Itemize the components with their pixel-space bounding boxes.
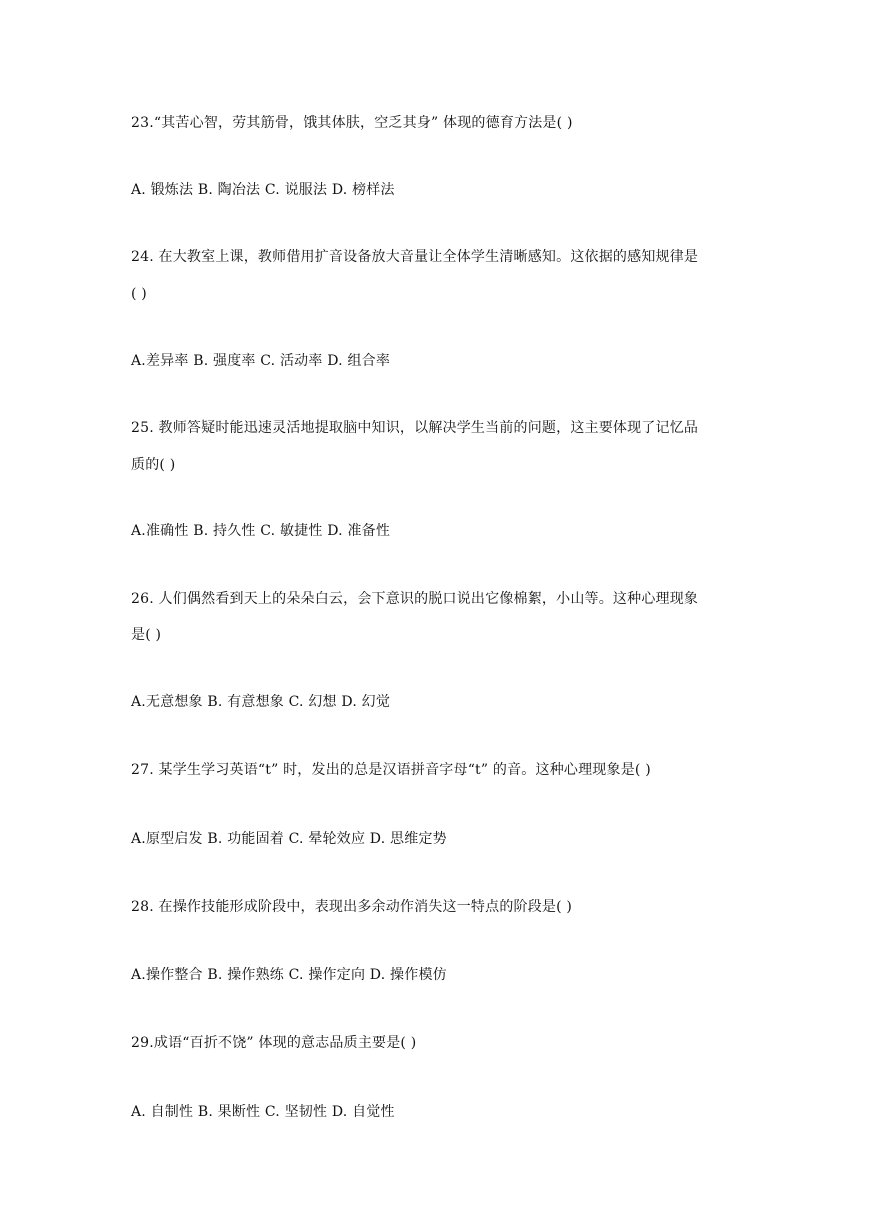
question-23-stem: 23.“其苦心智，劳其筋骨，饿其体肤，空乏其身” 体现的德育方法是( ): [131, 115, 573, 131]
question-23-options: A. 锻炼法 B. 陶冶法 C. 说服法 D. 榜样法: [131, 182, 395, 198]
question-27-stem: 27. 某学生学习英语“t” 时，发出的总是汉语拼音字母“t” 的音。这种心理现象是( ): [131, 762, 651, 778]
question-27-options: A.原型启发 B. 功能固着 C. 晕轮效应 D. 思维定势: [131, 831, 447, 847]
question-29-options: A. 自制性 B. 果断性 C. 坚韧性 D. 自觉性: [131, 1104, 395, 1120]
question-28-options: A.操作整合 B. 操作熟练 C. 操作定向 D. 操作模仿: [131, 967, 447, 983]
question-25-stem-continued: 质的( ): [131, 457, 176, 473]
question-24-stem-continued: ( ): [131, 286, 147, 302]
question-26-stem-continued: 是( ): [131, 627, 162, 643]
question-28-stem: 28. 在操作技能形成阶段中，表现出多余动作消失这一特点的阶段是( ): [131, 899, 573, 915]
question-24-stem: 24. 在大教室上课，教师借用扩音设备放大音量让全体学生清晰感知。这依据的感知规律是: [131, 249, 699, 265]
question-26-options: A.无意想象 B. 有意想象 C. 幻想 D. 幻觉: [131, 694, 391, 710]
question-25-options: A.准确性 B. 持久性 C. 敏捷性 D. 准备性: [131, 523, 391, 539]
question-26-stem: 26. 人们偶然看到天上的朵朵白云，会下意识的脱口说出它像棉絮，小山等。这种心理现象: [131, 591, 699, 607]
question-29-stem: 29.成语“百折不饶” 体现的意志品质主要是( ): [131, 1035, 417, 1051]
question-24-options: A.差异率 B. 强度率 C. 活动率 D. 组合率: [131, 353, 391, 369]
question-25-stem: 25. 教师答疑时能迅速灵活地提取脑中知识，以解决学生当前的问题，这主要体现了记忆品: [131, 420, 699, 436]
